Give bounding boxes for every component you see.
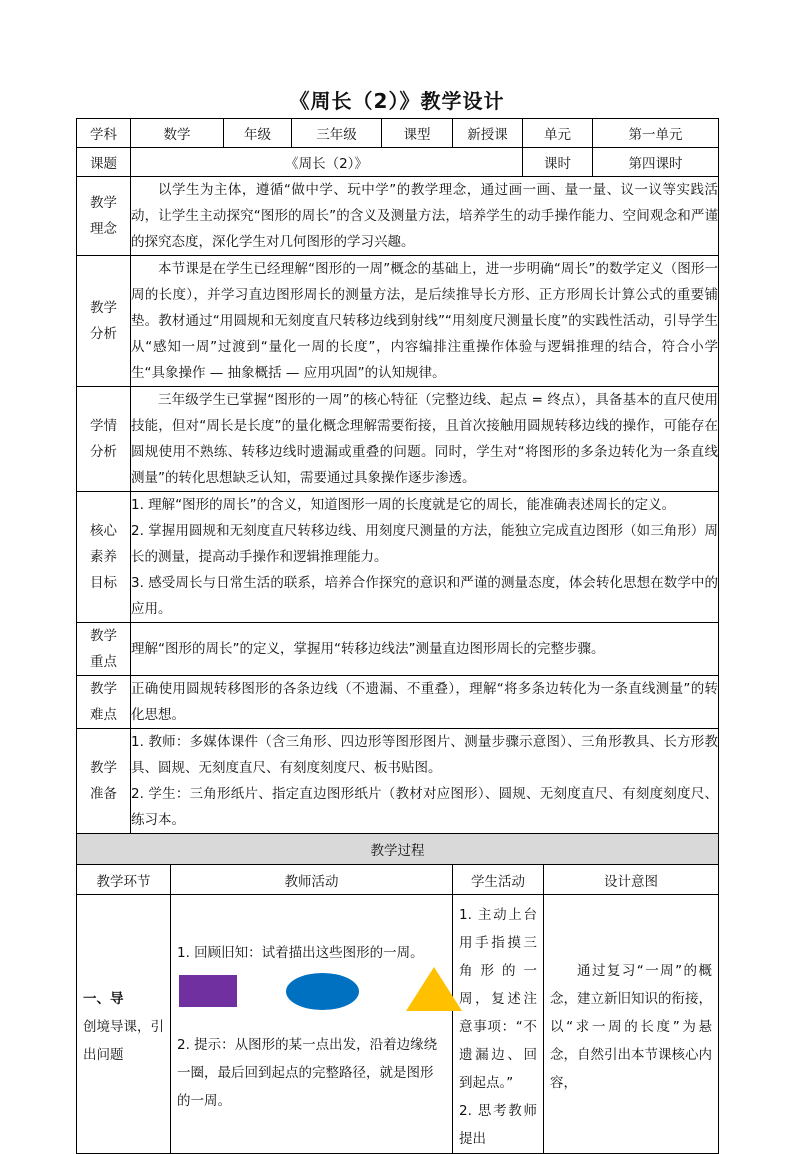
subject-value: 数学 [131, 119, 224, 148]
lesson-plan-table [76, 118, 719, 1154]
idea-row [77, 177, 719, 256]
type-label: 课型 [382, 119, 453, 148]
idea-label: 教学理念 [77, 177, 131, 256]
teacher-step-1: 1. 回顾旧知：试着描出这些图形的一周。 [177, 945, 424, 961]
unit-label: 单元 [523, 119, 593, 148]
goal-item: 2. 掌握用圆规和无刻度直尺转移边线、用刻度尺测量的方法，能独立完成直边图形（如三角形）周长的测量，提高动手操作和逻辑推理能力。 [131, 523, 718, 565]
yellow-triangle [406, 967, 462, 1011]
goal-item: 3. 感受周长与日常生活的联系，培养合作探究的意识和严谨的测量态度，体会转化思想在数学中的应用。 [131, 575, 718, 617]
prep-list [131, 729, 719, 834]
stage-cell [77, 895, 171, 1154]
subject-label: 学科 [77, 119, 131, 148]
analysis-label: 教学分析 [77, 256, 131, 387]
students-label: 学情分析 [77, 387, 131, 492]
difficulty-text: 正确使用圆规转移图形的各条边线（不遗漏、不重叠），理解“将多条边转化为一条直线测量”的转化思想。 [131, 676, 719, 729]
process-header-row [77, 834, 719, 865]
prep-item: 1. 教师：多媒体课件（含三角形、四边形等图形图片、测量步骤示意图）、三角形教具、长方形教具、圆规、无刻度直尺、有刻度刻度尺、板书贴图。 [131, 734, 718, 776]
prep-item: 2. 学生：三角形纸片、指定直边图形纸片（教材对应图形）、圆规、无刻度直尺、有刻度刻度尺、练习本。 [131, 786, 718, 828]
key-row [77, 623, 719, 676]
goal-item: 1. 理解“图形的周长”的含义，知道图形一周的长度就是它的周长，能准确表述周长的定义。 [131, 497, 676, 513]
goals-label: 核心素养目标 [77, 492, 131, 623]
students-text: 三年级学生已掌握“图形的一周”的核心特征（完整边线、起点 = 终点），具备基本的直尺使用技能，但对“周长是长度”的量化概念理解需要衔接，且首次接触用圆规转移边线的操作，可能存在圆规使用不熟练、转移边线时遗漏或重叠的问题。同时，学生对“将图形的多条边转化为一条直线测量”的转化思想缺乏认知，需要通过具象操作逐步渗透。 [131, 387, 719, 492]
difficulty-label: 教学难点 [77, 676, 131, 729]
topic-label: 课题 [77, 148, 131, 177]
unit-value: 第一单元 [593, 119, 719, 148]
col-student: 学生活动 [453, 865, 544, 895]
topic-value: 《周长（2）》 [131, 148, 523, 177]
col-teacher: 教师活动 [171, 865, 453, 895]
info-row-2 [77, 148, 719, 177]
teacher-activity-cell [171, 895, 453, 1154]
grade-label: 年级 [224, 119, 292, 148]
blue-ellipse [286, 973, 359, 1010]
prep-row [77, 729, 719, 834]
shape-figures [177, 967, 446, 1031]
process-columns-row [77, 865, 719, 895]
col-intent: 设计意图 [544, 865, 719, 895]
document-title: 《周长（2）》教学设计 [289, 89, 505, 113]
grade-value: 三年级 [292, 119, 382, 148]
difficulty-row [77, 676, 719, 729]
type-value: 新授课 [453, 119, 523, 148]
key-text: 理解“图形的周长”的定义，掌握用“转移边线法”测量直边图形周长的完整步骤。 [131, 623, 719, 676]
student-activity-cell [453, 895, 544, 1154]
students-row [77, 387, 719, 492]
purple-rectangle [179, 975, 237, 1007]
period-value: 第四课时 [593, 148, 719, 177]
analysis-text: 本节课是在学生已经理解“图形的一周”概念的基础上，进一步明确“周长”的数学定义（图形一周的长度），并学习直边图形周长的测量方法，是后续推导长方形、正方形周长计算公式的重要铺垫。教材通过“用圆规和无刻度直尺转移边线到射线”“用刻度尺测量长度”的实践性活动，引导学生从“感知一周”过渡到“量化一周的长度”，内容编排注重操作体验与逻辑推理的结合，符合小学生“具象操作 — 抽象概括 — 应用巩固”的认知规律。 [131, 256, 719, 387]
student-step-1: 1. 主动上台用手指摸三角形的一周，复述注意事项：“不遗漏边、回到起点。” [459, 907, 537, 1091]
process-row-1 [77, 895, 719, 1154]
teacher-step-2: 2. 提示：从图形的某一点出发，沿着边缘绕一圈，最后回到起点的完整路径，就是图形的一周。 [177, 1037, 438, 1109]
intent-cell: 通过复习“一周”的概念，建立新旧知识的衔接，以“求一周的长度”为悬念，自然引出本节课核心内容， [544, 895, 719, 1154]
key-label: 教学重点 [77, 623, 131, 676]
info-row-1 [77, 119, 719, 148]
idea-text: 以学生为主体，遵循“做中学、玩中学”的教学理念，通过画一画、量一量、议一议等实践活动，让学生主动探究“图形的周长”的含义及测量方法，培养学生的动手操作能力、空间观念和严谨的探究态度，深化学生对几何图形的学习兴趣。 [131, 177, 719, 256]
goals-list [131, 492, 719, 623]
stage-subtitle: 创境导课，引出问题 [83, 1019, 164, 1063]
goals-row [77, 492, 719, 623]
col-stage: 教学环节 [77, 865, 171, 895]
prep-label: 教学准备 [77, 729, 131, 834]
period-label: 课时 [523, 148, 593, 177]
process-header: 教学过程 [77, 834, 719, 865]
stage-title: 一、导 [83, 991, 124, 1007]
student-step-2: 2. 思考教师提出 [459, 1103, 537, 1147]
analysis-row [77, 256, 719, 387]
